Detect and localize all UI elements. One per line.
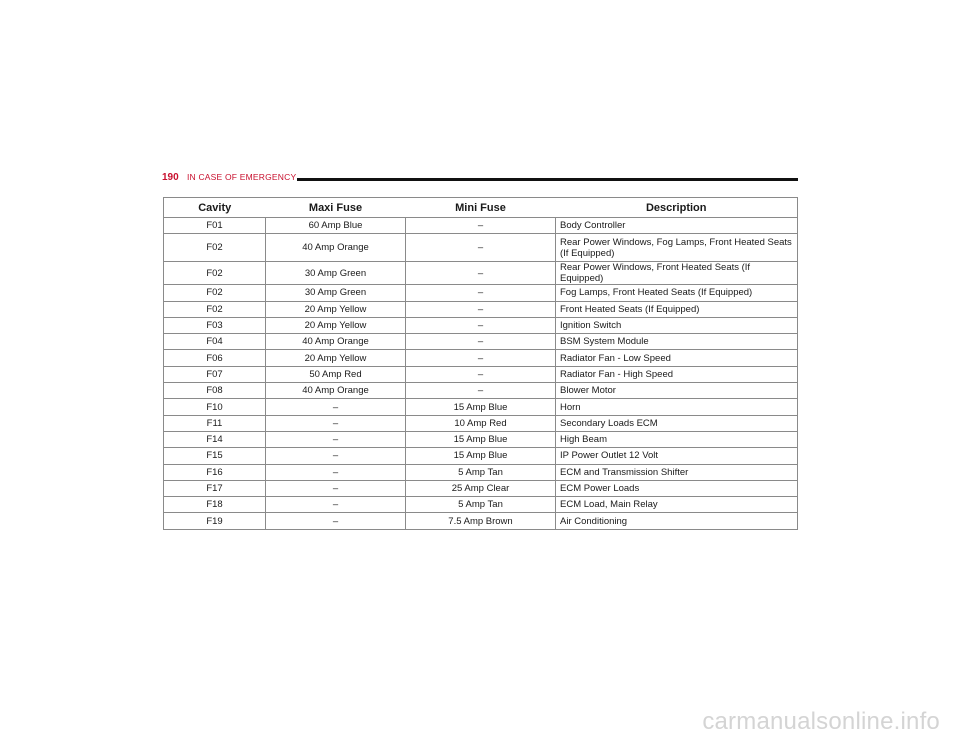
mini-fuse-cell: –	[406, 218, 556, 234]
description-cell: Blower Motor	[556, 383, 798, 399]
description-cell: Radiator Fan - Low Speed	[556, 350, 798, 366]
description-cell: ECM Load, Main Relay	[556, 497, 798, 513]
cavity-cell: F08	[164, 383, 266, 399]
table-row	[164, 234, 798, 262]
table-row	[164, 464, 798, 480]
cavity-cell: F03	[164, 317, 266, 333]
maxi-fuse-cell: –	[266, 513, 406, 529]
description-cell: High Beam	[556, 431, 798, 447]
maxi-fuse-cell: 40 Amp Orange	[266, 383, 406, 399]
cavity-cell: F15	[164, 448, 266, 464]
description-cell: Ignition Switch	[556, 317, 798, 333]
table-row	[164, 285, 798, 301]
maxi-fuse-cell: –	[266, 448, 406, 464]
description-cell: IP Power Outlet 12 Volt	[556, 448, 798, 464]
mini-fuse-cell: 15 Amp Blue	[406, 431, 556, 447]
table-row	[164, 334, 798, 350]
cavity-cell: F10	[164, 399, 266, 415]
cavity-cell: F14	[164, 431, 266, 447]
maxi-fuse-cell: –	[266, 415, 406, 431]
table-row	[164, 350, 798, 366]
cavity-cell: F18	[164, 497, 266, 513]
table-body	[164, 218, 798, 530]
mini-fuse-cell: 15 Amp Blue	[406, 399, 556, 415]
mini-fuse-cell: –	[406, 301, 556, 317]
cavity-cell: F11	[164, 415, 266, 431]
maxi-fuse-cell: 40 Amp Orange	[266, 234, 406, 262]
cavity-cell: F07	[164, 366, 266, 382]
cavity-cell: F02	[164, 301, 266, 317]
description-cell: Secondary Loads ECM	[556, 415, 798, 431]
maxi-fuse-cell: 20 Amp Yellow	[266, 350, 406, 366]
mini-fuse-cell: –	[406, 383, 556, 399]
maxi-fuse-cell: –	[266, 464, 406, 480]
maxi-fuse-cell: 40 Amp Orange	[266, 334, 406, 350]
mini-fuse-cell: –	[406, 350, 556, 366]
mini-fuse-cell: 15 Amp Blue	[406, 448, 556, 464]
mini-fuse-cell: –	[406, 234, 556, 262]
description-cell: Body Controller	[556, 218, 798, 234]
table-row	[164, 513, 798, 529]
mini-fuse-cell: –	[406, 317, 556, 333]
mini-fuse-cell: 5 Amp Tan	[406, 497, 556, 513]
description-cell: Horn	[556, 399, 798, 415]
maxi-fuse-cell: –	[266, 399, 406, 415]
table-row	[164, 218, 798, 234]
cavity-cell: F02	[164, 262, 266, 285]
page-header	[162, 172, 798, 186]
mini-fuse-cell: –	[406, 262, 556, 285]
header-rule	[297, 178, 798, 181]
cavity-cell: F06	[164, 350, 266, 366]
description-cell: Radiator Fan - High Speed	[556, 366, 798, 382]
cavity-cell: F19	[164, 513, 266, 529]
maxi-fuse-cell: 30 Amp Green	[266, 262, 406, 285]
mini-fuse-cell: –	[406, 334, 556, 350]
description-cell: Fog Lamps, Front Heated Seats (If Equipped)	[556, 285, 798, 301]
column-header-description: Description	[556, 198, 798, 218]
table-row	[164, 448, 798, 464]
cavity-cell: F04	[164, 334, 266, 350]
mini-fuse-cell: –	[406, 285, 556, 301]
table-row	[164, 415, 798, 431]
cavity-cell: F17	[164, 480, 266, 496]
table-header-row	[164, 198, 798, 218]
table-row	[164, 366, 798, 382]
maxi-fuse-cell: 20 Amp Yellow	[266, 301, 406, 317]
table-row	[164, 262, 798, 285]
column-header-mini-fuse: Mini Fuse	[406, 198, 556, 218]
mini-fuse-cell: –	[406, 366, 556, 382]
maxi-fuse-cell: –	[266, 480, 406, 496]
maxi-fuse-cell: 50 Amp Red	[266, 366, 406, 382]
maxi-fuse-cell: –	[266, 431, 406, 447]
page-number: 190	[162, 172, 179, 183]
maxi-fuse-cell: 20 Amp Yellow	[266, 317, 406, 333]
maxi-fuse-cell: 60 Amp Blue	[266, 218, 406, 234]
mini-fuse-cell: 10 Amp Red	[406, 415, 556, 431]
description-cell: Rear Power Windows, Fog Lamps, Front Heated Seats (If Equipped)	[556, 234, 798, 262]
cavity-cell: F02	[164, 234, 266, 262]
table-row	[164, 383, 798, 399]
column-header-maxi-fuse: Maxi Fuse	[266, 198, 406, 218]
table-row	[164, 497, 798, 513]
table-row	[164, 399, 798, 415]
table-row	[164, 317, 798, 333]
description-cell: Front Heated Seats (If Equipped)	[556, 301, 798, 317]
description-cell: ECM and Transmission Shifter	[556, 464, 798, 480]
mini-fuse-cell: 7.5 Amp Brown	[406, 513, 556, 529]
column-header-cavity: Cavity	[164, 198, 266, 218]
table-row	[164, 431, 798, 447]
mini-fuse-cell: 25 Amp Clear	[406, 480, 556, 496]
maxi-fuse-cell: –	[266, 497, 406, 513]
section-title: IN CASE OF EMERGENCY	[187, 172, 297, 182]
cavity-cell: F16	[164, 464, 266, 480]
description-cell: Rear Power Windows, Front Heated Seats (If Equipped)	[556, 262, 798, 285]
cavity-cell: F02	[164, 285, 266, 301]
table-row	[164, 480, 798, 496]
maxi-fuse-cell: 30 Amp Green	[266, 285, 406, 301]
table-row	[164, 301, 798, 317]
cavity-cell: F01	[164, 218, 266, 234]
fuse-table	[163, 197, 798, 530]
description-cell: Air Conditioning	[556, 513, 798, 529]
description-cell: ECM Power Loads	[556, 480, 798, 496]
description-cell: BSM System Module	[556, 334, 798, 350]
mini-fuse-cell: 5 Amp Tan	[406, 464, 556, 480]
watermark: carmanualsonline.info	[702, 708, 940, 735]
